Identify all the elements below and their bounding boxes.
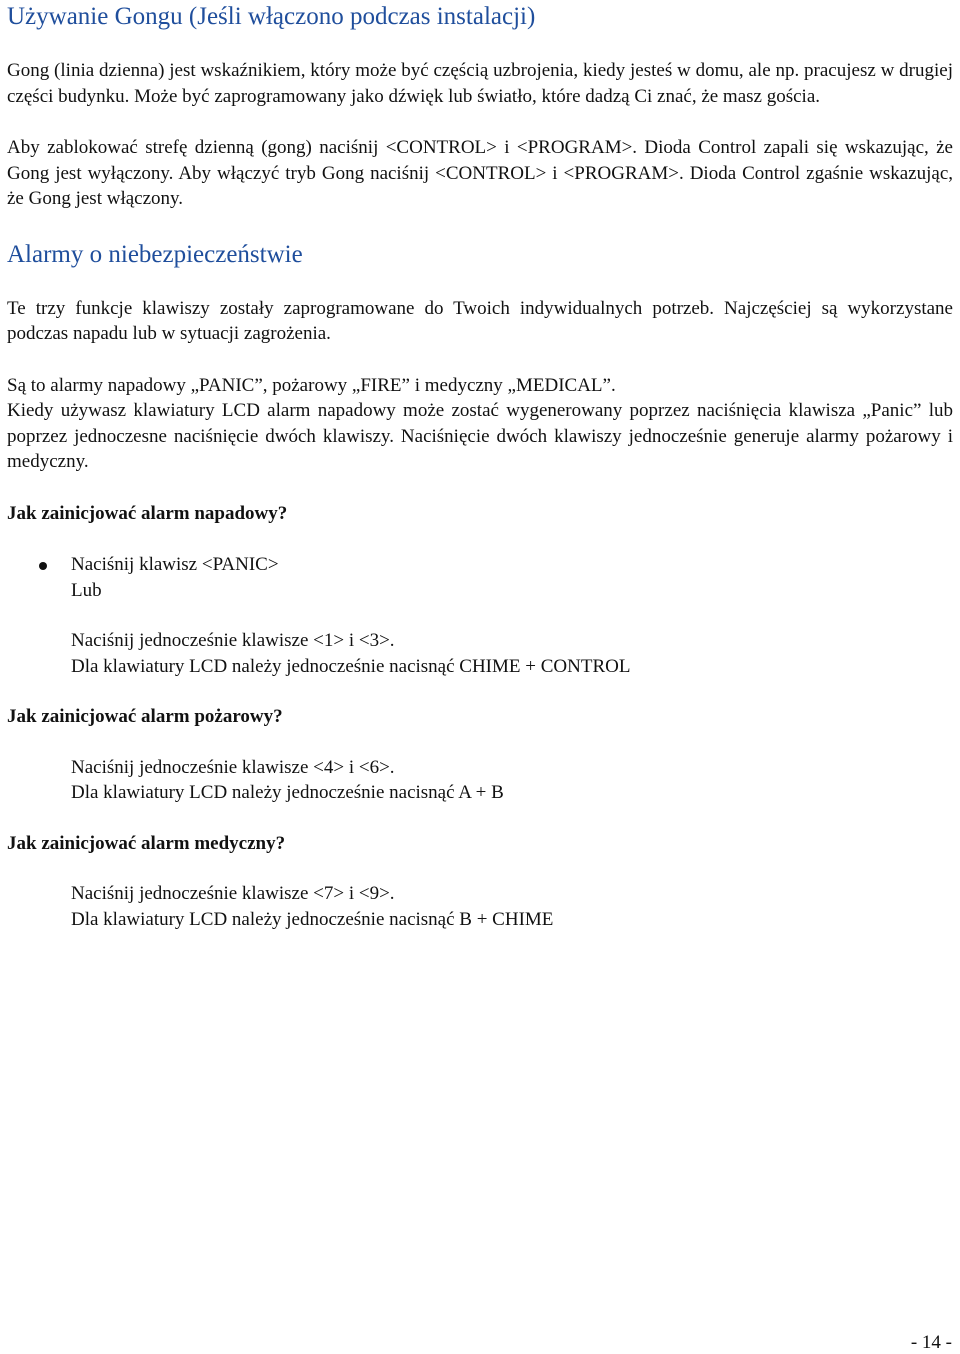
panic-combo-instruction: Naciśnij jednocześnie klawisze <1> i <3>. [71, 630, 395, 651]
bullet-icon [39, 562, 47, 570]
gong-instructions-paragraph: Aby zablokować strefę dzienną (gong) naciśnij <CONTROL> i <PROGRAM>. Dioda Control zapali się wskazując, że Gong jest wyłączony. Aby włączyć tryb Gong naciśnij <CONTROL> i <PROGRAM>. Dioda Control zgaśnie wskazując, że Gong jest włączony. [7, 137, 953, 209]
alarms-section-title: Alarmy o niebezpieczeństwie [7, 240, 303, 268]
panic-key-instruction: Naciśnij klawisz <PANIC> [71, 554, 279, 575]
document-page [7, 0, 953, 932]
fire-question-heading: Jak zainicjować alarm pożarowy? [7, 706, 283, 727]
page-number: - 14 - [910, 1332, 952, 1353]
medical-lcd-instruction: Dla klawiatury LCD należy jednocześnie nacisnąć B + CHIME [71, 908, 554, 930]
gong-intro-paragraph: Gong (linia dzienna) jest wskaźnikiem, który może być częścią uzbrojenia, kiedy jesteś w domu, ale np. pracujesz w drugiej części budynku. Może być zaprogramowany jako dźwięk lub światło, które dadzą Ci znać, że masz gościa. [7, 60, 953, 107]
medical-combo-instruction: Naciśnij jednocześnie klawisze <7> i <9>. [71, 883, 395, 904]
gong-section-title: Używanie Gongu (Jeśli włączono podczas instalacji) [7, 3, 536, 30]
panic-question-heading: Jak zainicjować alarm napadowy? [7, 502, 288, 524]
fire-lcd-instruction: Dla klawiatury LCD należy jednocześnie nacisnąć A + B [71, 782, 504, 803]
medical-question-heading: Jak zainicjować alarm medyczny? [7, 832, 286, 854]
fire-combo-instruction: Naciśnij jednocześnie klawisze <4> i <6>. [71, 756, 395, 778]
alarms-intro-paragraph: Te trzy funkcje klawiszy zostały zaprogramowane do Twoich indywidualnych potrzeb. Najczęściej są wykorzystane podczas napadu lub w sytuacji zagrożenia. [7, 297, 953, 344]
panic-or-text: Lub [71, 579, 102, 601]
alarms-types-paragraph: Są to alarmy napadowy „PANIC”, pożarowy „FIRE” i medyczny „MEDICAL”. [7, 374, 616, 396]
panic-lcd-instruction: Dla klawiatury LCD należy jednocześnie nacisnąć CHIME + CONTROL [71, 655, 631, 677]
alarms-lcd-paragraph: Kiedy używasz klawiatury LCD alarm napadowy może zostać wygenerowany poprzez naciśnięcia klawisza „Panic” lub poprzez jednoczesne naciśnięcie dwóch klawiszy. Naciśnięcie dwóch klawiszy jednocześnie generuje alarmy pożarowy i medyczny. [7, 400, 953, 472]
panic-bullet-item [7, 552, 953, 578]
